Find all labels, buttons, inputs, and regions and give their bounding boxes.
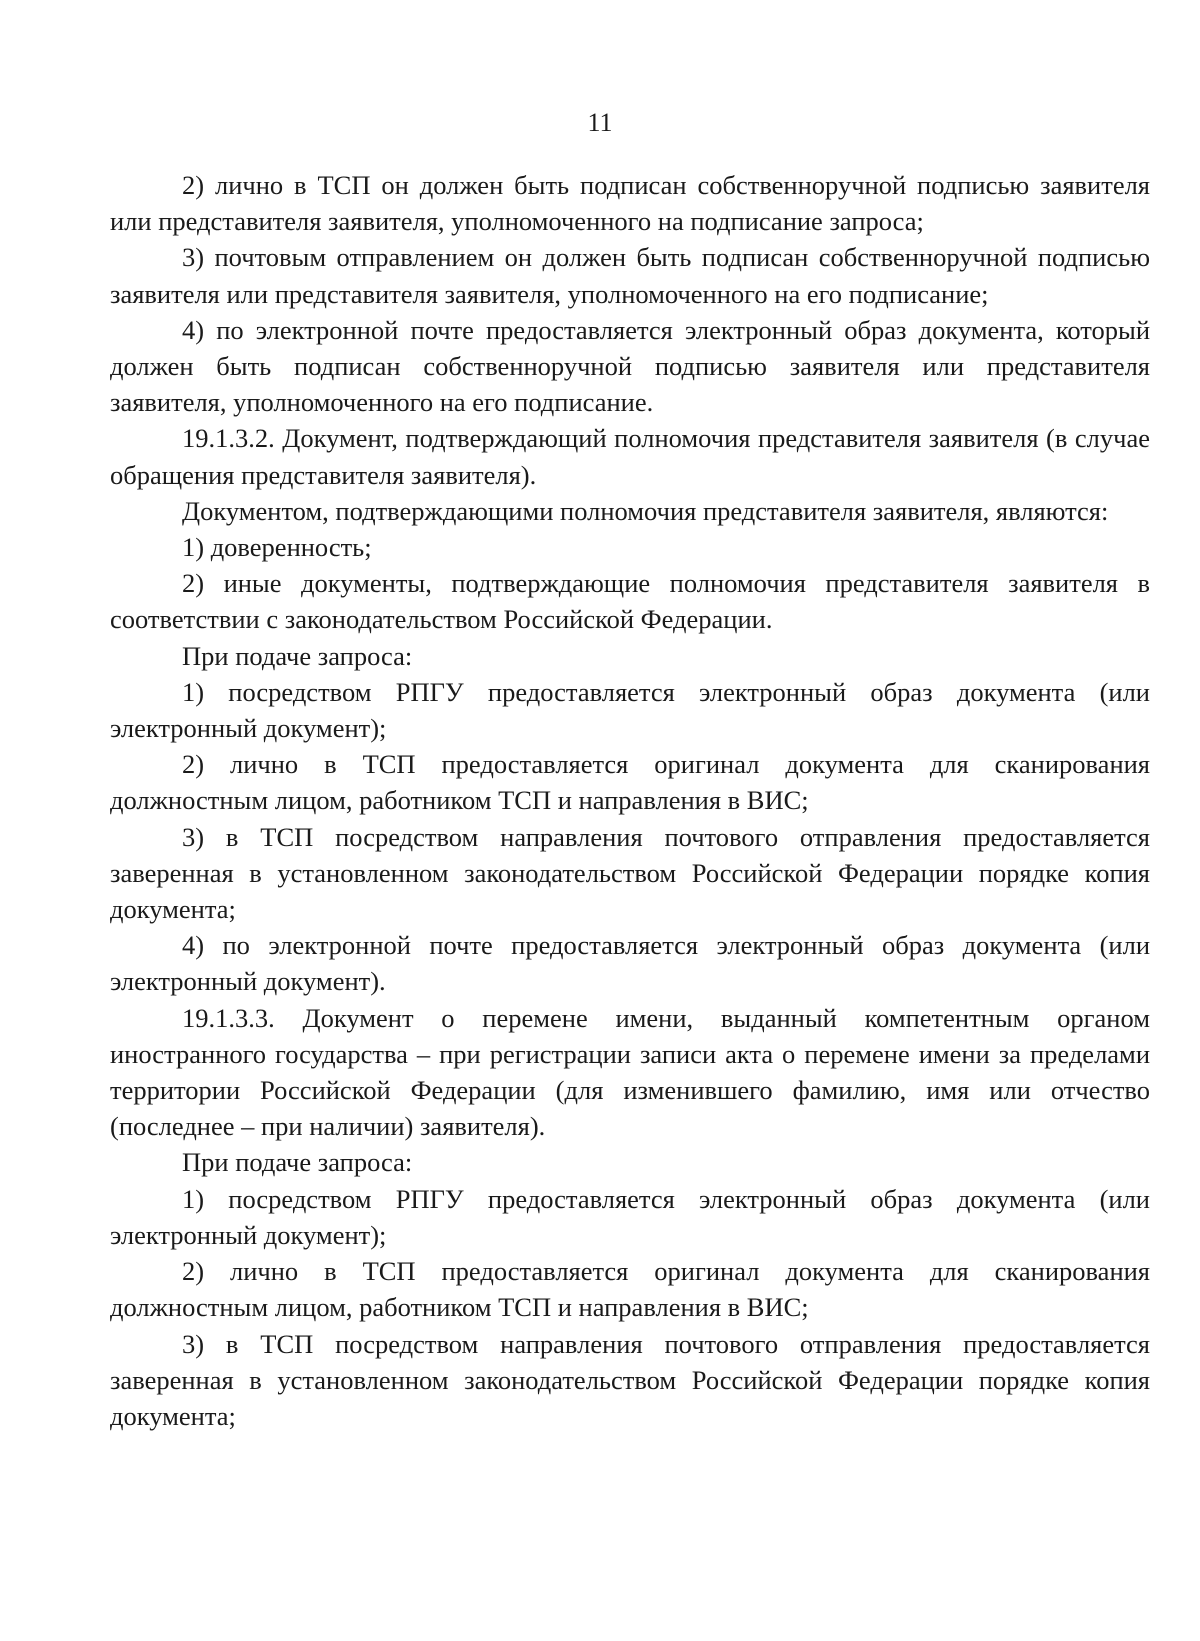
paragraph: 2) иные документы, подтверждающие полномочия представителя заявителя в соответствии с законодательством Российской Федерации.	[110, 568, 1150, 635]
paragraph: 19.1.3.2. Документ, подтверждающий полномочия представителя заявителя (в случае обращения представителя заявителя).	[110, 423, 1150, 490]
paragraph: 2) лично в ТСП предоставляется оригинал документа для сканирования должностным лицом, работником ТСП и направления в ВИС;	[110, 749, 1150, 816]
document-body	[110, 167, 1150, 1434]
paragraph: 3) в ТСП посредством направления почтового отправления предоставляется заверенная в установленном законодательством Российской Федерации порядке копия документа;	[110, 821, 1150, 925]
paragraph: 2) лично в ТСП предоставляется оригинал документа для сканирования должностным лицом, работником ТСП и направления в ВИС;	[110, 1256, 1150, 1323]
paragraph: 4) по электронной почте предоставляется электронный образ документа (или электронный документ).	[110, 930, 1150, 997]
paragraph: 1) доверенность;	[182, 532, 372, 563]
paragraph: Документом, подтверждающими полномочия представителя заявителя, являются:	[182, 495, 1109, 526]
paragraph: При подаче запроса:	[182, 1147, 413, 1178]
paragraph: 2) лично в ТСП он должен быть подписан собственноручной подписью заявителя или представителя заявителя, уполномоченного на подписание запроса;	[110, 170, 1150, 237]
paragraph: При подаче запроса:	[182, 640, 413, 671]
paragraph: 3) в ТСП посредством направления почтового отправления предоставляется заверенная в установленном законодательством Российской Федерации порядке копия документа;	[110, 1328, 1150, 1431]
paragraph: 1) посредством РПГУ предоставляется электронный образ документа (или электронный документ);	[110, 1183, 1150, 1250]
paragraph: 4) по электронной почте предоставляется электронный образ документа, который должен быть подписан собственноручной подписью заявителя или представителя заявителя, уполномоченного на его подписание.	[110, 314, 1150, 418]
paragraph: 1) посредством РПГУ предоставляется электронный образ документа (или электронный документ);	[110, 676, 1150, 744]
paragraph: 19.1.3.3. Документ о перемене имени, выданный компетентным органом иностранного государства – при регистрации записи акта о перемене имени за пределами территории Российской Федерации (для изменившего фамилию, имя или отчество (последнее – при наличии) заявителя).	[110, 1002, 1150, 1142]
paragraph: 3) почтовым отправлением он должен быть подписан собственноручной подписью заявителя или представителя заявителя, уполномоченного на его подписание;	[110, 242, 1150, 309]
page-number: 11	[587, 108, 613, 137]
